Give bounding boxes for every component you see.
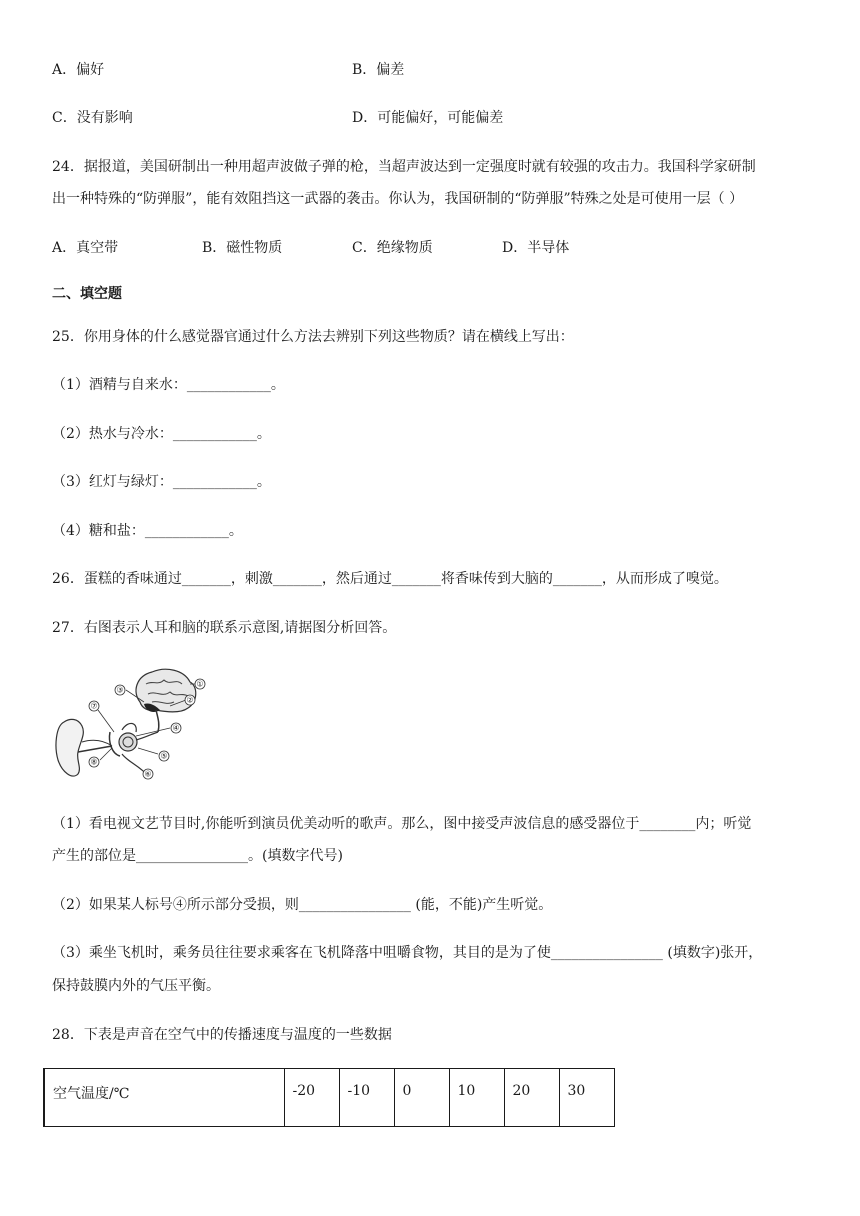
q24-option-a: A．真空带: [52, 240, 119, 256]
q26-stem: 26．蛋糕的香味通过_______，刺激_______，然后通过_______将香味传到大脑的_______，从而形成了嗅觉。: [52, 571, 728, 587]
diagram-label-7: ⑦: [90, 701, 98, 711]
section-title: 二、填空题: [52, 286, 122, 302]
q24-option-d: D．半导体: [502, 240, 570, 256]
speed-temperature-table: [43, 1068, 615, 1127]
table-row-header: 空气温度/℃: [44, 1069, 284, 1127]
q27-part2: （2）如果某人标号④所示部分受损，则________________ (能，不能)产生听觉。: [52, 897, 553, 913]
q28-stem: 28．下表是声音在空气中的传播速度与温度的一些数据: [52, 1027, 392, 1043]
ear-brain-diagram: [52, 662, 214, 782]
diagram-label-8: ⑧: [90, 757, 98, 767]
q27-part1-line1: （1）看电视文艺节目时,你能听到演员优美动听的歌声。那么，图中接受声波信息的感受器位于________内；听觉: [52, 816, 752, 832]
q24-stem-line1: 24．据报道，美国研制出一种用超声波做子弹的枪，当超声波达到一定强度时就有较强的攻击力。我国科学家研制: [52, 159, 756, 175]
table-cell: -10: [339, 1069, 394, 1127]
q24-stem-line2: 出一种特殊的“防弹服”，能有效阻挡这一武器的袭击。你认为，我国研制的“防弹服”特殊之处是可使用一层（ ）: [52, 191, 744, 207]
q27-stem: 27．右图表示人耳和脑的联系示意图,请据图分析回答。: [52, 620, 397, 636]
q27-part3-line2: 保持鼓膜内外的气压平衡。: [52, 978, 220, 994]
diagram-label-6: ⑥: [144, 769, 152, 779]
q23-option-a: A．偏好: [52, 62, 105, 78]
q23-option-b: B．偏差: [352, 62, 405, 78]
q25-item-3: （3）红灯与绿灯：____________。: [52, 474, 271, 490]
q24-option-c: C．绝缘物质: [352, 240, 433, 256]
q27-part1-line2: 产生的部位是________________。(填数字代号): [52, 848, 343, 864]
table-row: [44, 1069, 614, 1127]
table-cell: 20: [504, 1069, 559, 1127]
q27-part3-line1: （3）乘坐飞机时，乘务员往往要求乘客在飞机降落中咀嚼食物，其目的是为了使________________ (填数字)张开，: [52, 945, 763, 961]
table-cell: 10: [449, 1069, 504, 1127]
q25-item-1: （1）酒精与自来水：____________。: [52, 377, 285, 393]
table-cell: 30: [559, 1069, 614, 1127]
diagram-label-4: ④: [172, 723, 180, 733]
table-cell: -20: [284, 1069, 339, 1127]
table-cell: 0: [394, 1069, 449, 1127]
q25-stem: 25．你用身体的什么感觉器官通过什么方法去辨别下列这些物质？请在横线上写出：: [52, 329, 574, 345]
diagram-label-5: ⑤: [160, 751, 168, 761]
q24-option-b: B．磁性物质: [202, 240, 283, 256]
q25-item-2: （2）热水与冷水：____________。: [52, 426, 271, 442]
q23-option-c: C．没有影响: [52, 110, 133, 126]
q23-option-d: D．可能偏好，可能偏差: [352, 110, 504, 126]
diagram-label-3: ③: [116, 685, 124, 695]
diagram-label-1: ①: [196, 679, 204, 689]
q25-item-4: （4）糖和盐：____________。: [52, 523, 243, 539]
diagram-label-2: ②: [186, 695, 194, 705]
